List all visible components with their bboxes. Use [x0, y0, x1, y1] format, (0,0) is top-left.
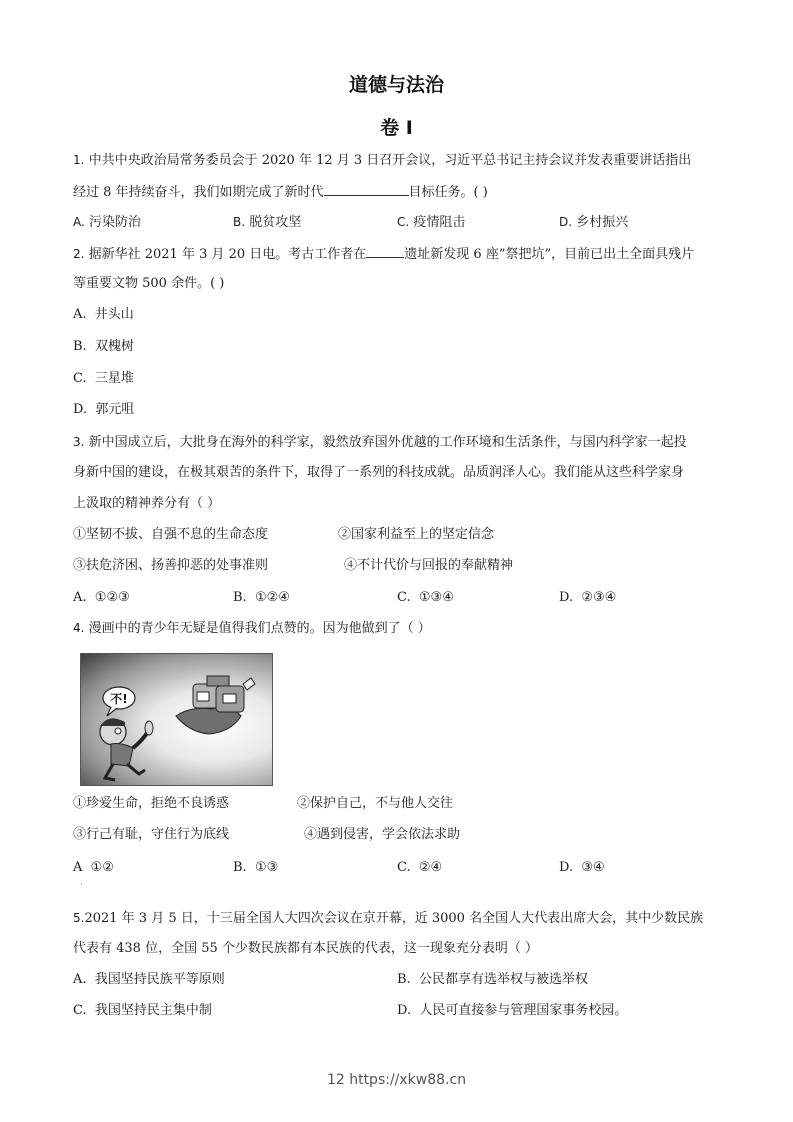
option-text: 郭元咀: [95, 402, 135, 417]
question-stem: 中共中央政治局常务委员会于 2020 年 12 月 3 日召开会议，习近平总书记主持会议并发表重要讲话指出: [88, 153, 692, 168]
question-1-line-1: [73, 152, 691, 169]
question-5-line-1: [73, 910, 703, 927]
option-d[interactable]: [397, 1003, 627, 1019]
option-b[interactable]: [233, 214, 301, 231]
subject-title: 道德与法治: [348, 74, 444, 96]
option-text: ①②: [90, 860, 114, 875]
option-text: ①②③: [94, 590, 130, 605]
option-c[interactable]: [397, 590, 454, 606]
question-3-line-1: [73, 434, 687, 451]
question-number: 3.: [73, 435, 85, 449]
option-d[interactable]: [559, 860, 605, 876]
option-a[interactable]: [73, 214, 141, 231]
answer-blank: [366, 245, 404, 258]
option-text: 我国坚持民主集中制: [94, 1003, 212, 1018]
option-d[interactable]: [73, 402, 134, 418]
question-stem: 新中国成立后，大批身在海外的科学家，毅然放弃国外优越的工作环境和生活条件，与国内科学家一起投: [88, 435, 687, 450]
question-number: 5.: [73, 911, 85, 925]
option-label: C.: [73, 1003, 87, 1018]
option-label: B.: [233, 590, 247, 605]
option-text: 人民可直接参与管理国家事务校园。: [419, 1003, 628, 1018]
option-label: C.: [397, 215, 410, 229]
option-label: C.: [397, 590, 411, 605]
option-text: ①③: [254, 860, 279, 875]
statement-1: ①坚韧不拔、自强不息的生命态度: [73, 527, 269, 542]
option-text: ②④: [418, 860, 443, 875]
option-label: D.: [559, 860, 574, 875]
option-text: 污染防治: [88, 215, 141, 230]
option-d[interactable]: [559, 590, 616, 606]
statement-4: ④遇到侵害，学会依法求助: [304, 827, 461, 842]
option-label: B.: [233, 860, 247, 875]
speech-bubble-text: 不!: [110, 692, 128, 706]
option-a[interactable]: [73, 860, 114, 876]
option-a[interactable]: [73, 307, 134, 323]
option-text: 脱贫攻坚: [249, 215, 302, 230]
option-label: D.: [73, 402, 88, 417]
option-text: 公民都享有选举权与被选举权: [418, 972, 588, 987]
option-label: D.: [559, 215, 573, 229]
option-c[interactable]: [397, 860, 442, 876]
option-label: C.: [73, 371, 87, 386]
option-text: 乡村振兴: [576, 215, 629, 230]
volume-title: 卷 I: [380, 117, 413, 139]
option-label: A.: [73, 215, 85, 229]
option-label: A: [73, 860, 83, 875]
question-stem: 目标任务。( ): [408, 185, 488, 200]
question-2-line-1: [73, 245, 694, 263]
question-stem: 等重要文物 500 余件。( ): [73, 276, 225, 291]
option-c[interactable]: [73, 371, 134, 387]
boy-figure-icon: [100, 719, 153, 780]
question-1-line-2: [73, 183, 488, 201]
page-footer: 12 https://xkw88.cn: [326, 1072, 467, 1088]
stray-mark: ·: [80, 880, 83, 890]
option-label: B.: [73, 339, 87, 354]
speech-bubble: [103, 687, 135, 716]
cartoon-illustration: [81, 654, 272, 785]
option-label: D.: [397, 1003, 412, 1018]
question-stem: 上汲取的精神养分有（ ）: [73, 496, 221, 511]
option-label: B.: [233, 215, 246, 229]
option-label: A.: [73, 972, 87, 987]
cartoon-image: [80, 653, 273, 786]
question-stem: 经过 8 年持续奋斗，我们如期完成了新时代: [73, 185, 324, 200]
question-stem: 据新华社 2021 年 3 月 20 日电。考古工作者在: [88, 247, 367, 262]
option-label: C.: [397, 860, 411, 875]
option-a[interactable]: [73, 590, 130, 606]
option-text: ③④: [581, 860, 605, 875]
option-text: 疫情阻击: [413, 215, 466, 230]
option-text: ①②④: [254, 590, 290, 605]
option-b[interactable]: [73, 339, 134, 355]
question-5-line-2: [73, 941, 538, 957]
option-text: ①③④: [418, 590, 454, 605]
option-label: A.: [73, 307, 87, 322]
answer-blank: [324, 183, 409, 196]
option-label: B.: [397, 972, 411, 987]
statement-3: ③行己有耻，守住行为底线: [73, 827, 230, 842]
option-b[interactable]: [397, 972, 588, 988]
statement-4: ④不计代价与回报的奉献精神: [344, 558, 514, 573]
option-label: A.: [73, 590, 87, 605]
statement-1: ①珍爱生命，拒绝不良诱惑: [73, 796, 230, 811]
question-number: 1.: [73, 153, 85, 167]
question-number: 4.: [73, 621, 85, 635]
question-4-line-1: [73, 620, 431, 637]
option-text: ②③④: [581, 590, 617, 605]
question-number: 2.: [73, 247, 85, 261]
statement-3: ③扶危济困、扬善抑恶的处事准则: [73, 558, 269, 573]
question-2-line-2: [73, 276, 224, 292]
question-stem: 遗址新发现 6 座”祭把坑”，目前已出土全面具残片: [404, 247, 695, 262]
question-stem: 身新中国的建设，在极其艰苦的条件下，取得了一系列的科技成就。品质润泽人心。我们能从这些科学家身: [73, 465, 685, 480]
option-text: 井头山: [94, 307, 134, 322]
option-a[interactable]: [73, 972, 225, 988]
statement-2: ②保护自己，不与他人交往: [297, 796, 454, 811]
option-text: 三星堆: [94, 371, 134, 386]
question-stem: 2021 年 3 月 5 日，十三届全国人大四次会议在京开幕，近 3000 名全国人大代表出席大会，其中少数民族: [84, 911, 704, 926]
question-3-line-3: [73, 496, 220, 512]
offering-hand-icon: [176, 676, 255, 734]
statement-2: ②国家利益至上的坚定信念: [338, 527, 495, 542]
option-d[interactable]: [559, 214, 628, 231]
option-label: D.: [559, 590, 574, 605]
question-stem: 漫画中的青少年无疑是值得我们点赞的。因为他做到了（ ）: [88, 621, 431, 636]
option-text: 我国坚持民族平等原则: [94, 972, 225, 987]
option-b[interactable]: [233, 590, 290, 606]
option-c[interactable]: [397, 214, 465, 231]
question-stem: 代表有 438 位，全国 55 个少数民族都有本民族的代表，这一现象充分表明（ ）: [73, 941, 539, 956]
option-text: 双槐树: [94, 339, 134, 354]
option-b[interactable]: [233, 860, 278, 876]
question-3-line-2: [73, 465, 684, 481]
option-c[interactable]: [73, 1003, 212, 1019]
